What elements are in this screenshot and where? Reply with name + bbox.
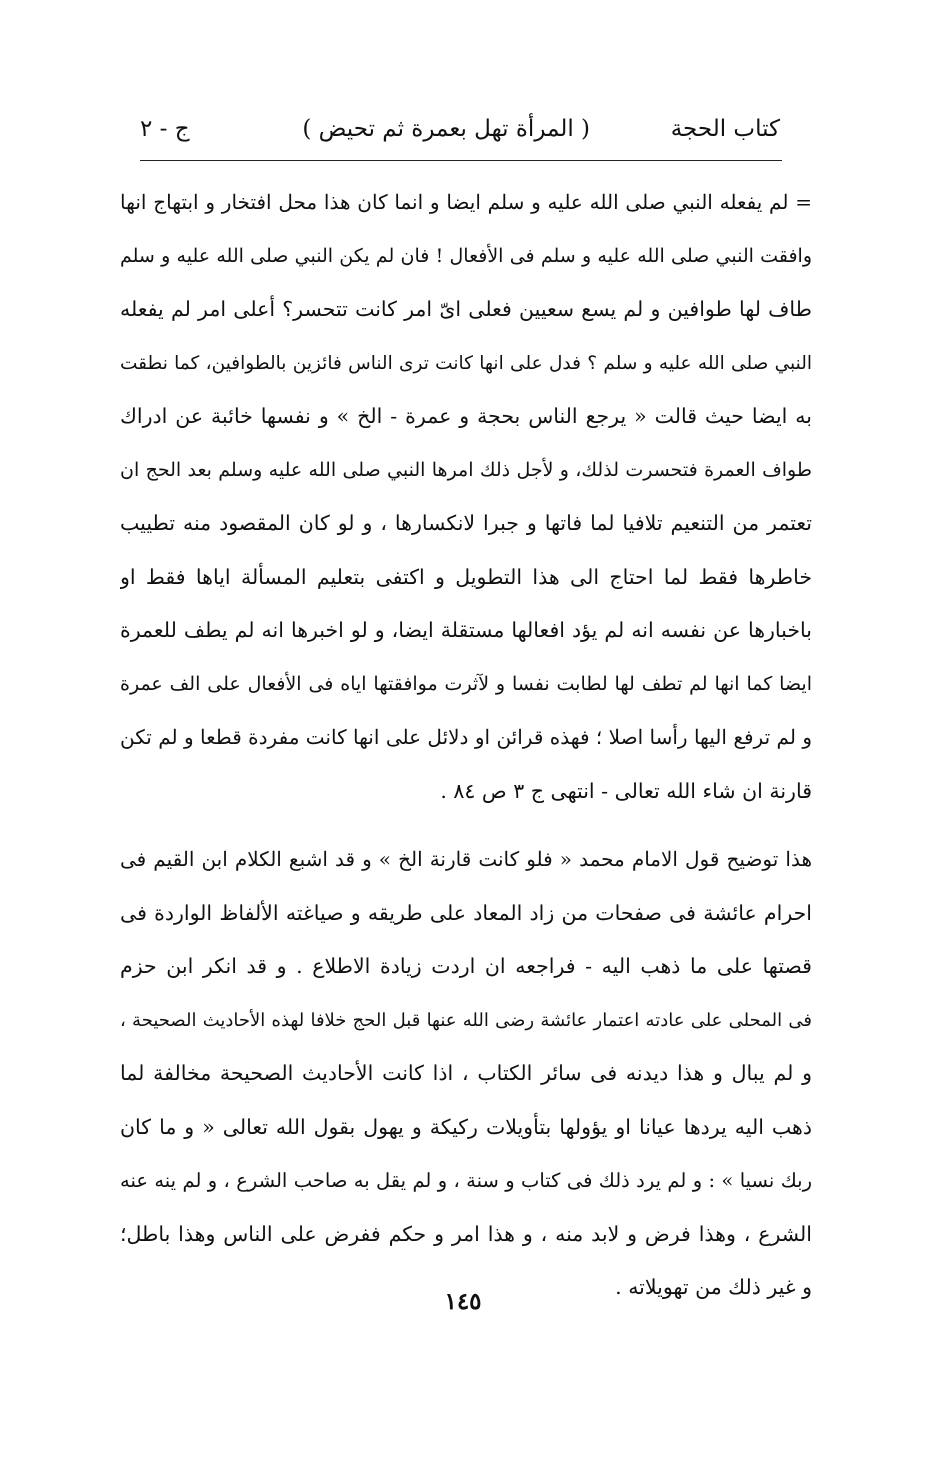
text-line: باخبارها عن نفسه انه لم يؤد افعالها مستقلة ايضا، و لو اخبرها انه لم يطف للعمرة [120,618,812,642]
header-book-title: كتاب الحجة [670,116,780,142]
text-line: الشرع ، وهذا فرض و لابد منه ، و هذا امر و حكم ففرض على الناس وهذا باطل؛ [120,1221,812,1246]
paragraph-1 [120,176,812,818]
header-rule [140,160,782,161]
text-line: ربك نسيا » : و لم يرد ذلك فى كتاب و سنة ، و لم يقل به صاحب الشرع ، و لم ينه عنه [120,1169,812,1192]
text-line: و لم ترفع اليها رأسا اصلا ؛ فهذه قرائن او دلائل على انها كانت مفردة قطعا و لم تكن [120,725,812,749]
header-volume: ج - ٢ [140,116,190,142]
header-chapter-title: ( المرأة تهل بعمرة ثم تحيض ) [302,116,590,142]
running-header [140,112,780,154]
text-line: فى المحلى على عادته اعتمار عائشة رضى الله عنها قبل الحج خلافا لهذه الأحاديث الصحيحة ، [120,1009,812,1031]
text-line: ذهب اليه يردها عيانا او يؤولها بتأويلات ركيكة و يهول بقول الله تعالى « و ما كان [120,1114,812,1139]
text-line: طواف العمرة فتحسرت لذلك، و لأجل ذلك امرها النبي صلى الله عليه وسلم بعد الحج ان [120,458,812,481]
text-line: احرام عائشة فى صفحات من زاد المعاد على طريقه و صياغته الألفاظ الواردة فى [120,900,812,925]
text-line: وافقت النبي صلى الله عليه و سلم فى الأفعال ! فان لم يكن النبي صلى الله عليه و سلم [120,244,812,267]
text-line: قصتها على ما ذهب اليه - فراجعه ان اردت زيادة الاطلاع . و قد انكر ابن حزم [120,954,812,978]
text-line: ايضا كما انها لم تطف لها لطابت نفسا و لآثرت موافقتها اياه فى الأفعال على الف عمرة [120,672,812,695]
text-line: النبي صلى الله عليه و سلم ؟ فدل على انها كانت ترى الناس فائزين بالطوافين، كما نطقت [120,352,812,374]
text-line: قارنة ان شاء الله تعالى - انتهى ج ٣ ص ٨٤ . [440,778,812,803]
text-line: هذا توضيح قول الامام محمد « فلو كانت قارنة الخ » و قد اشبع الكلام ابن القيم فى [120,847,812,871]
text-line: تعتمر من التنعيم تلافيا لما فاتها و جبرا لانكسارها ، و لو كان المقصود منه تطييب [120,511,812,535]
text-line: و لم يبال و هذا ديدنه فى سائر الكتاب ، اذا كانت الأحاديث الصحيحة مخالفة لما [120,1061,812,1085]
text-line: خاطرها فقط لما احتاج الى هذا التطويل و اكتفى بتعليم المسألة اياها فقط او [120,564,812,589]
text-line: طاف لها طوافين و لم يسع سعيين فعلى اىّ امر كانت تتحسر؟ أعلى امر لم يفعله [120,297,812,321]
text-line: = لم يفعله النبي صلى الله عليه و سلم ايضا و انما كان هذا محل افتخار و ابتهاج انها [120,190,812,214]
text-line: و غير ذلك من تهويلاته . [615,1275,812,1299]
paragraph-2 [120,833,812,1315]
text-line: به ايضا حيث قالت « يرجع الناس بحجة و عمرة - الخ » و نفسها خائبة عن ادراك [120,404,812,428]
page-number: ١٤٥ [444,1288,482,1315]
